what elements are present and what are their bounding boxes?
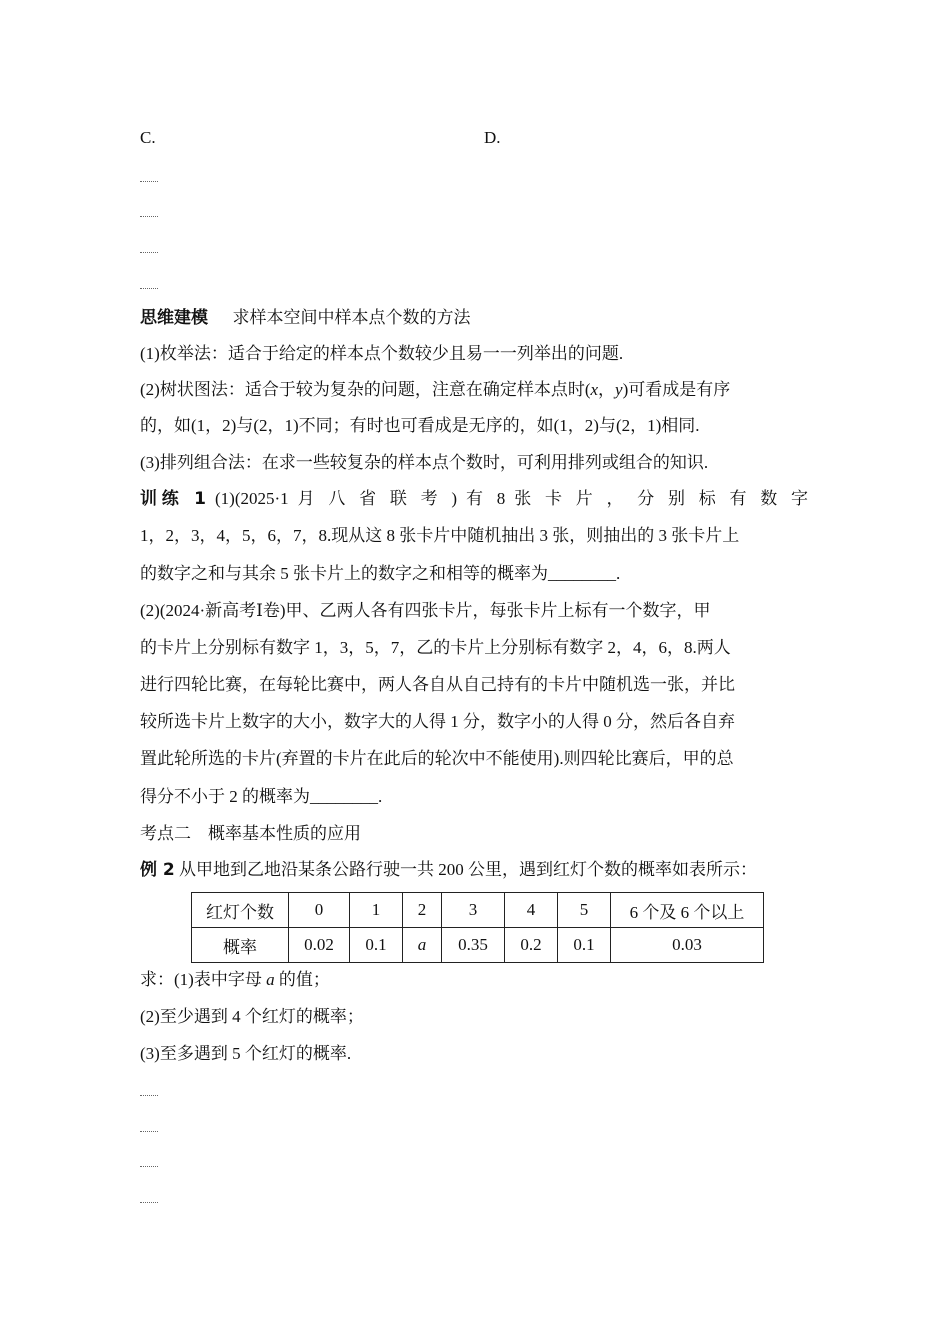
method-1: (1)枚举法：适合于给定的样本点个数较少且易一一列举出的问题. (140, 344, 624, 363)
table-cell: 0.02 (289, 928, 350, 963)
training-label: 训练 1 (140, 489, 206, 509)
training-q2-line-1: (2)(2024·新高考Ⅰ卷)甲、乙两人各有四张卡片，每张卡片上标有一个数字，甲 (140, 601, 711, 620)
question-2: (2)至少遇到 4 个红灯的概率； (140, 1007, 364, 1026)
answer-blank-line (140, 1131, 158, 1132)
table-cell: 概率 (192, 928, 289, 963)
table-cell: 0.1 (350, 928, 403, 963)
example-text: 从甲地到乙地沿某条公路行驶一共 200 公里，遇到红灯个数的概率如表所示： (179, 860, 757, 879)
section-heading: 考点二 概率基本性质的应用 (140, 824, 361, 843)
table-cell: 3 (442, 893, 505, 928)
training-q2-line-3: 进行四轮比赛，在每轮比赛中，两人各自从自己持有的卡片中随机选一张，并比 (140, 675, 735, 694)
var-y: y (615, 380, 623, 399)
answer-blank-line (140, 181, 158, 182)
training-q1-line-1 (140, 488, 808, 510)
thinking-model-title: 思维建模 (140, 308, 208, 328)
answer-blank-line (140, 252, 158, 253)
var-x: x (590, 380, 599, 399)
table-cell: 6 个及 6 个以上 (611, 893, 764, 928)
probability-table (191, 892, 764, 963)
table-row (192, 928, 764, 963)
table-cell: 红灯个数 (192, 893, 289, 928)
training-q2-line-4: 较所选卡片上数字的大小，数字大的人得 1 分，数字小的人得 0 分，然后各自弃 (140, 712, 735, 731)
question-3: (3)至多遇到 5 个红灯的概率. (140, 1044, 352, 1063)
answer-blank-line (140, 288, 158, 289)
answer-blank-line (140, 1095, 158, 1096)
var-a: a (266, 970, 275, 989)
thinking-model-heading (140, 307, 471, 329)
answer-blank-line (140, 1166, 158, 1167)
method-2-line-2: 的，如(1，2)与(2，1)不同；有时也可看成是无序的，如(1，2)与(2，1)相同. (140, 416, 700, 435)
answer-blank-line (140, 1202, 158, 1203)
var-a: a (417, 935, 427, 954)
table-header-row (192, 893, 764, 928)
training-q1-line-2: 1，2，3，4，5，6，7，8.现从这 8 张卡片中随机抽出 3 张，则抽出的 3 张卡片上 (140, 526, 740, 545)
training-q1-text: (1)(2025·1 月 八 省 联 考 ) 有 8 张 卡 片 ， 分 别 标 有 数 字 (215, 489, 808, 508)
question-1 (140, 969, 330, 991)
table-cell: 0.03 (611, 928, 764, 963)
question-1-text: 求：(1)表中字母 (140, 970, 267, 989)
table-cell: 0.35 (442, 928, 505, 963)
table-cell: 4 (505, 893, 558, 928)
table-cell: 2 (403, 893, 442, 928)
question-1-text: 的值； (274, 970, 330, 989)
table-cell: 1 (350, 893, 403, 928)
answer-blank-line (140, 216, 158, 217)
table-cell: 0.1 (558, 928, 611, 963)
training-q2-line-6: 得分不小于 2 的概率为________. (140, 787, 383, 806)
training-q2-line-5: 置此轮所选的卡片(弃置的卡片在此后的轮次中不能使用).则四轮比赛后，甲的总 (140, 749, 734, 768)
example-label: 例 2 (140, 860, 175, 880)
table-cell: 5 (558, 893, 611, 928)
comma: ， (598, 380, 616, 399)
method-2-text: )可看成是有序 (622, 380, 731, 399)
example-2 (140, 859, 757, 881)
training-q2-line-2: 的卡片上分别标有数字 1，3，5，7，乙的卡片上分别标有数字 2，4，6，8.两人 (140, 638, 731, 657)
option-c: C. (140, 128, 156, 147)
training-q1-line-3: 的数字之和与其余 5 张卡片上的数字之和相等的概率为________. (140, 564, 621, 583)
option-d: D. (484, 128, 501, 147)
table-cell: 0.2 (505, 928, 558, 963)
table-cell (403, 928, 442, 963)
method-2-text: (2)树状图法：适合于较为复杂的问题，注意在确定样本点时( (140, 380, 591, 399)
thinking-model-subtitle: 求样本空间中样本点个数的方法 (232, 308, 471, 327)
table-cell: 0 (289, 893, 350, 928)
method-3: (3)排列组合法：在求一些较复杂的样本点个数时，可利用排列或组合的知识. (140, 453, 709, 472)
method-2-line-1 (140, 379, 730, 401)
